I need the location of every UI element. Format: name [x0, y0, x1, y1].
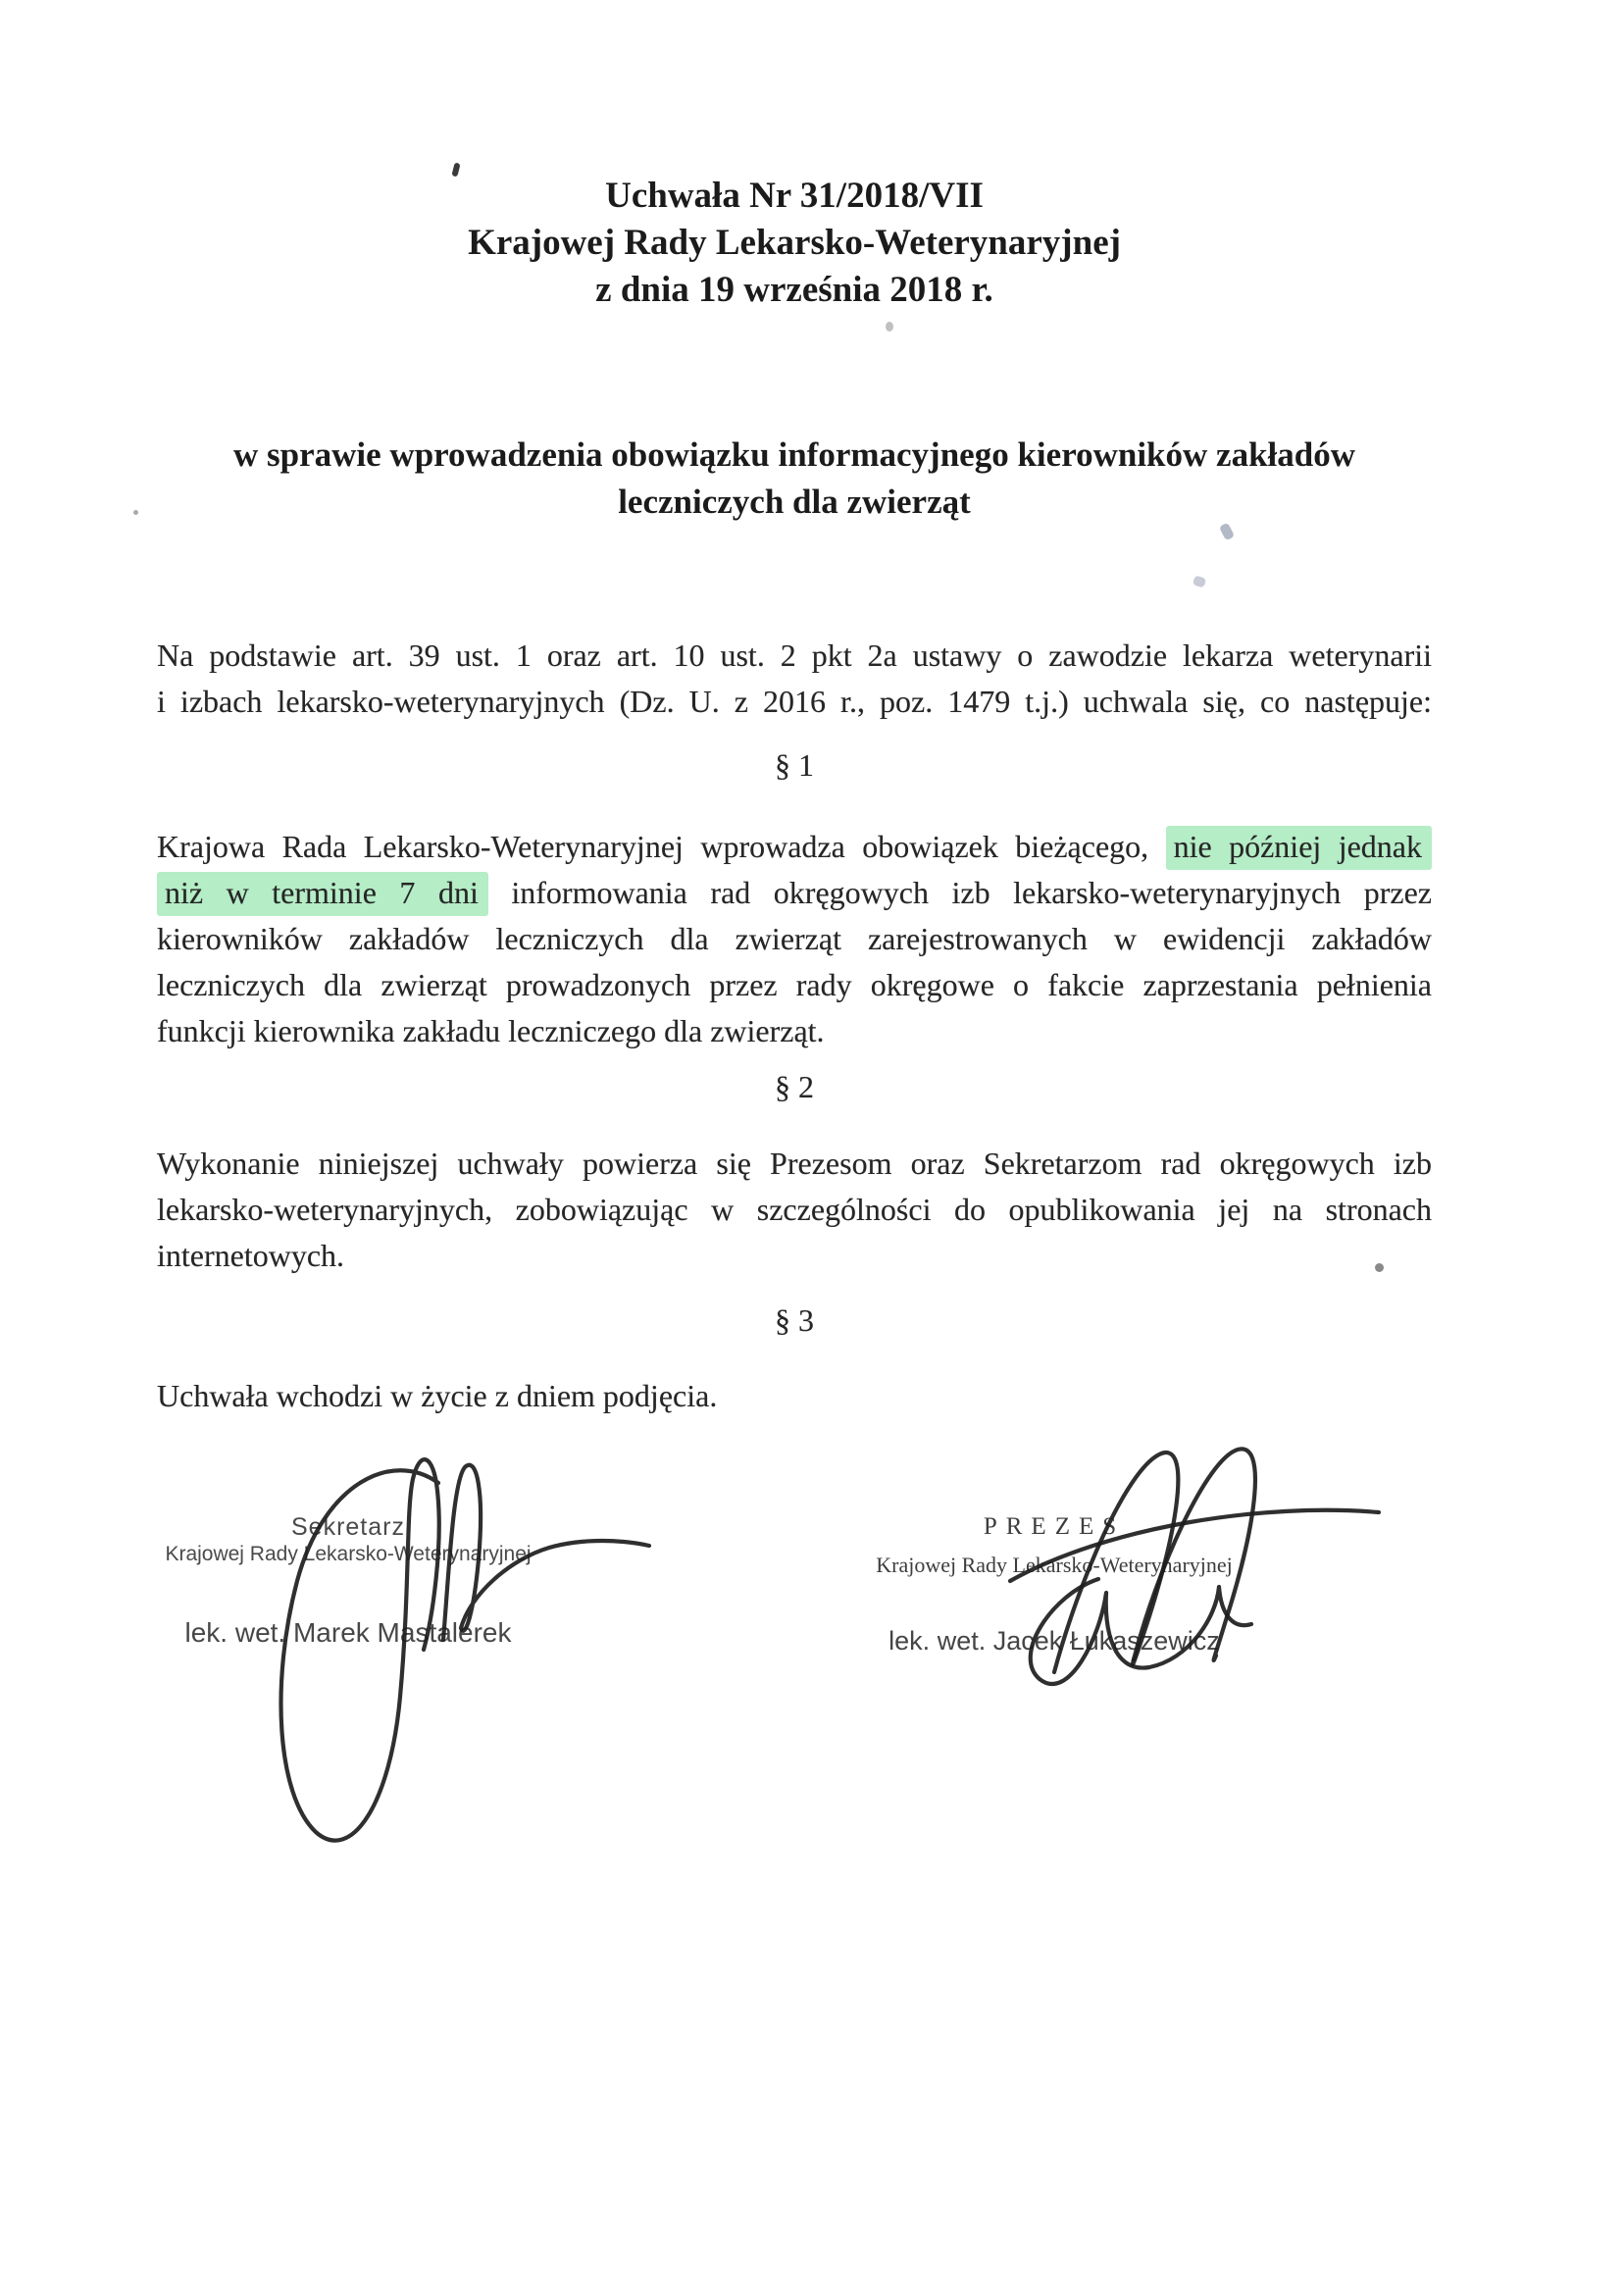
section-2-line-2: lekarsko-weterynaryjnych, zobowiązując w szczególności do opublikowania jej na stronach: [157, 1192, 1432, 1227]
title-date: z dnia 19 września 2018 r.: [595, 270, 993, 310]
section-2-paragraph: [157, 1141, 1432, 1279]
scan-speck: [1193, 575, 1207, 587]
president-organization: Krajowej Rady Lekarsko-Weterynaryjnej: [876, 1553, 1233, 1577]
section-1-heading: § 1: [775, 747, 814, 783]
section-2-line-3: internetowych.: [157, 1238, 345, 1273]
section-3-line-1: Uchwała wchodzi w życie z dniem podjęcia.: [157, 1378, 718, 1413]
document-title: [157, 173, 1432, 314]
section-1-paragraph: [157, 824, 1432, 1054]
section-1-line-5: funkcji kierownika zakładu leczniczego dla zwierząt.: [157, 1013, 825, 1048]
section-1-line-2: niż w terminie 7 dni informowania rad okręgowych izb lekarsko-weterynaryjnych przez: [157, 870, 1432, 916]
subject-line-2: leczniczych dla zwierząt: [618, 483, 971, 521]
section-3-paragraph: [157, 1373, 1432, 1419]
section-1-line-3: kierowników zakładów leczniczych dla zwierząt zarejestrowanych w ewidencji zakładów: [157, 921, 1432, 956]
president-signature-block: [853, 1512, 1255, 1657]
scan-speck: [886, 322, 893, 331]
highlighted-text: niż w terminie 7 dni: [157, 872, 488, 916]
scan-speck: [1375, 1263, 1384, 1272]
secretary-signature-block: [147, 1512, 549, 1650]
section-3-heading: § 3: [775, 1302, 814, 1338]
preamble-line-1: Na podstawie art. 39 ust. 1 oraz art. 10 ust. 2 pkt 2a ustawy o zawodzie lekarza weterynarii: [157, 637, 1432, 673]
section-1-line-1: Krajowa Rada Lekarsko-Weterynaryjnej wprowadza obowiązek bieżącego, nie później jednak: [157, 824, 1432, 870]
secretary-name: lek. wet. Marek Mastalerek: [184, 1617, 512, 1648]
highlighted-text: nie później jednak: [1166, 826, 1432, 870]
preamble-paragraph: [157, 633, 1432, 725]
scan-speck: [133, 510, 138, 515]
document-subject: [157, 432, 1432, 526]
secretary-role: Sekretarz: [291, 1513, 405, 1541]
secretary-organization: Krajowej Rady Lekarsko-Weterynaryjnej: [165, 1543, 532, 1565]
title-resolution-number: Uchwała Nr 31/2018/VII: [605, 176, 984, 216]
subject-line-1: w sprawie wprowadzenia obowiązku informacyjnego kierowników zakładów: [232, 435, 1356, 474]
president-name: lek. wet. Jacek Łukaszewicz: [888, 1626, 1220, 1656]
section-2-heading: § 2: [775, 1069, 814, 1104]
section-1-line-4: leczniczych dla zwierząt prowadzonych przez rady okręgowe o fakcie zaprzestania pełnienia: [157, 967, 1432, 1002]
preamble-line-2: i izbach lekarsko-weterynaryjnych (Dz. U. z 2016 r., poz. 1479 t.j.) uchwala się, co następuje:: [157, 684, 1432, 719]
president-role: PREZES: [983, 1513, 1126, 1540]
section-2-line-1: Wykonanie niniejszej uchwały powierza się Prezesom oraz Sekretarzom rad okręgowych izb: [157, 1146, 1432, 1181]
title-issuing-body: Krajowej Rady Lekarsko-Weterynaryjnej: [468, 223, 1121, 263]
